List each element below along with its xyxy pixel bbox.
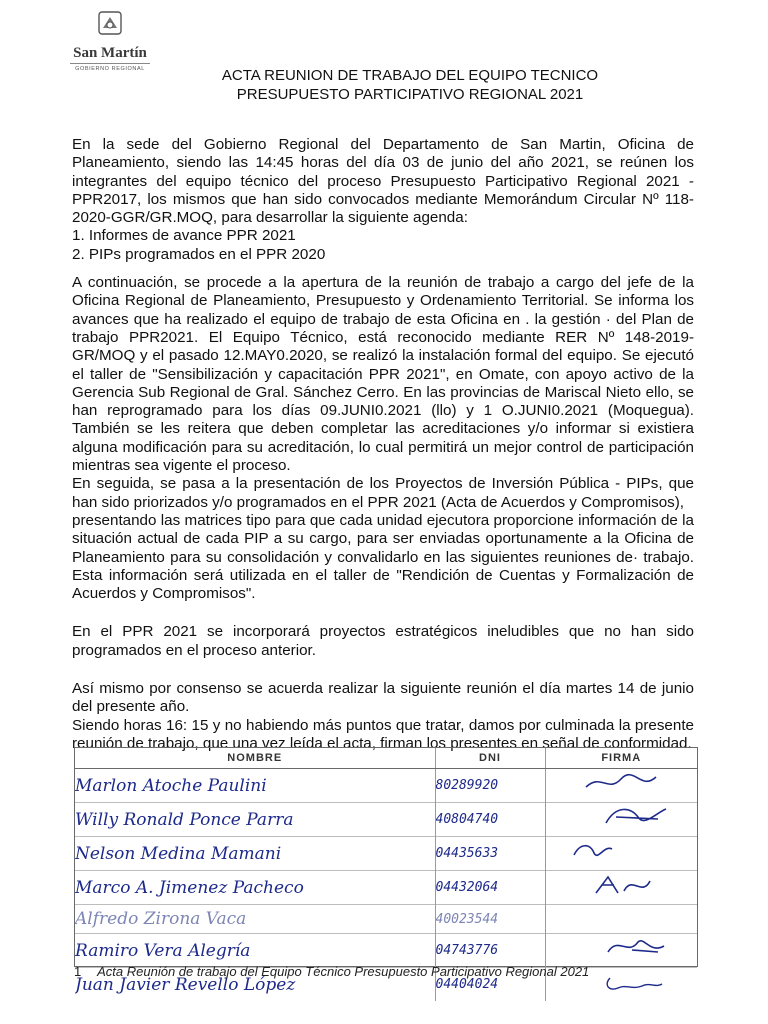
intro-paragraph: En la sede del Gobierno Regional del Departamento de San Martin, Oficina de Planeamiento, siendo las 14:45 horas del día 03 de junio del año 2021, se reúnen los integrantes del equipo técnico del proceso Presupuesto Participativo Regional 2021 - PPR2017, los mismos que han sido convocados mediante Memorándum Circular Nº 118-2020-GGR/GR.MOQ, para desarrollar la siguiente agenda: — [72, 136, 694, 227]
attendee-dni: 40804740 — [435, 803, 545, 837]
seguida-paragraph: En seguida, se pasa a la presentación de los Proyectos de Inversión Pública - PIPs, que han sido priorizados y/o programados en el PPR 2021 (Acta de Acuerdos y Compromisos), — [72, 475, 694, 511]
table-row — [75, 803, 697, 837]
handwritten-signature-icon — [546, 769, 696, 797]
table-row — [75, 769, 697, 803]
title-line-2: PRESUPUESTO PARTICIPATIVO REGIONAL 2021 — [236, 86, 584, 103]
logo-subtitle: GOBIERNO REGIONAL — [70, 63, 150, 73]
ppr-paragraph: En el PPR 2021 se incorporará proyectos estratégicos ineludibles que no han sido programados en el proceso anterior. — [72, 623, 694, 659]
page-number: 1 — [74, 964, 82, 979]
attendee-dni: 04432064 — [435, 871, 545, 905]
handwritten-signature-icon — [546, 871, 696, 899]
handwritten-signature-icon — [546, 934, 696, 962]
header-nombre: NOMBRE — [75, 748, 435, 769]
attendee-name: Alfredo Zirona Vaca — [75, 905, 435, 934]
attendee-dni: 80289920 — [435, 769, 545, 803]
header-dni: DNI — [435, 748, 545, 769]
continuacion-paragraph: A continuación, se procede a la apertura de la reunión de trabajo a cargo del jefe de la Oficina Regional de Planeamiento, Presupuesto y Ordenamiento Territorial. Se informa los avances que ha realizado el equipo de trabajo de esta Oficina en . la gestión · del Plan de trabajo PPR2021. El Equipo Técnico, está reconocido mediante RER Nº 148-2019-GR/MOQ y el pasado 12.MAY0.2020, se realizó la instalación formal del equipo. Se ejecutó el taller de "Sensibilización y capacitación PPR 2021", en Omate, con apoyo activo de la Gerencia Sub Regional de Gral. Sánchez Cerro. En las provincias de Mariscal Nieto ello, se han reprogramado para los días 09.JUNI0.2021 (llo) y 1 O.JUNI0.2021 (Moquegua). También se les reitera que deben completar las acreditaciones y/o informar si existiera alguna modificación para su acreditación, lo cual permitirá un mejor control de participación mientras sea vigente el proceso. — [72, 274, 694, 475]
signature-cell — [545, 769, 697, 803]
cierre-paragraph: Siendo horas 16: 15 y no habiendo más puntos que tratar, damos por culminada la presente reunión de trabajo, que una vez leída el acta, firman los presentes en señal de conformidad. — [72, 716, 694, 752]
header-firma: FIRMA — [545, 748, 697, 769]
attendee-name: Nelson Medina Mamani — [75, 837, 435, 871]
attendee-dni: 04404024 — [435, 968, 545, 1002]
attendee-dni: 04435633 — [435, 837, 545, 871]
signature-cell — [545, 905, 697, 934]
table-row — [75, 871, 697, 905]
table-row — [75, 934, 697, 968]
attendee-name: Marco A. Jimenez Pacheco — [75, 871, 435, 905]
table-row — [75, 837, 697, 871]
consenso-paragraph: Así mismo por consenso se acuerda realizar la siguiente reunión el día martes 14 de junio del presente año. — [72, 680, 694, 716]
signature-cell — [545, 934, 697, 968]
agenda-item-1: 1. Informes de avance PPR 2021 — [72, 227, 296, 245]
attendee-dni: 04743776 — [435, 934, 545, 968]
page-footer — [74, 964, 589, 979]
attendee-dni: 40023544 — [435, 905, 545, 934]
matrices-paragraph: presentando las matrices tipo para que cada unidad ejecutora proporcione información de la situación actual de cada PIP a su cargo, para ser enviadas oportunamente a la Oficina de Planeamiento para su consolidación y convalidarlo en las siguientes reuniones de· trabajo. Esta información será utilizada en el taller de "Rendición de Cuentas y Formalización de Acuerdos y Compromisos". — [72, 511, 694, 603]
footer-text: Acta Reunión de trabajo del Equipo Técnico Presupuesto Participativo Regional 2021 — [97, 964, 590, 979]
attendee-name: Willy Ronald Ponce Parra — [75, 803, 435, 837]
attendee-name: Ramiro Vera Alegría — [75, 934, 435, 968]
title-line-1: ACTA REUNION DE TRABAJO DEL EQUIPO TECNICO — [221, 67, 599, 84]
signature-cell — [545, 803, 697, 837]
logo-name: San Martín — [73, 45, 147, 61]
document-body — [72, 136, 694, 753]
handwritten-signature-icon — [546, 803, 696, 831]
agenda-item-2: 2. PIPs programados en el PPR 2020 — [72, 245, 326, 263]
document-title — [0, 66, 768, 104]
signature-cell — [545, 871, 697, 905]
table-row — [75, 905, 697, 934]
attendee-name: Juan Javier Revello López — [75, 968, 435, 1002]
signature-cell — [545, 837, 697, 871]
regional-emblem-icon — [95, 8, 125, 38]
gobierno-regional-logo — [70, 8, 150, 73]
handwritten-signature-icon — [546, 837, 696, 865]
attendee-name: Marlon Atoche Paulini — [75, 769, 435, 803]
